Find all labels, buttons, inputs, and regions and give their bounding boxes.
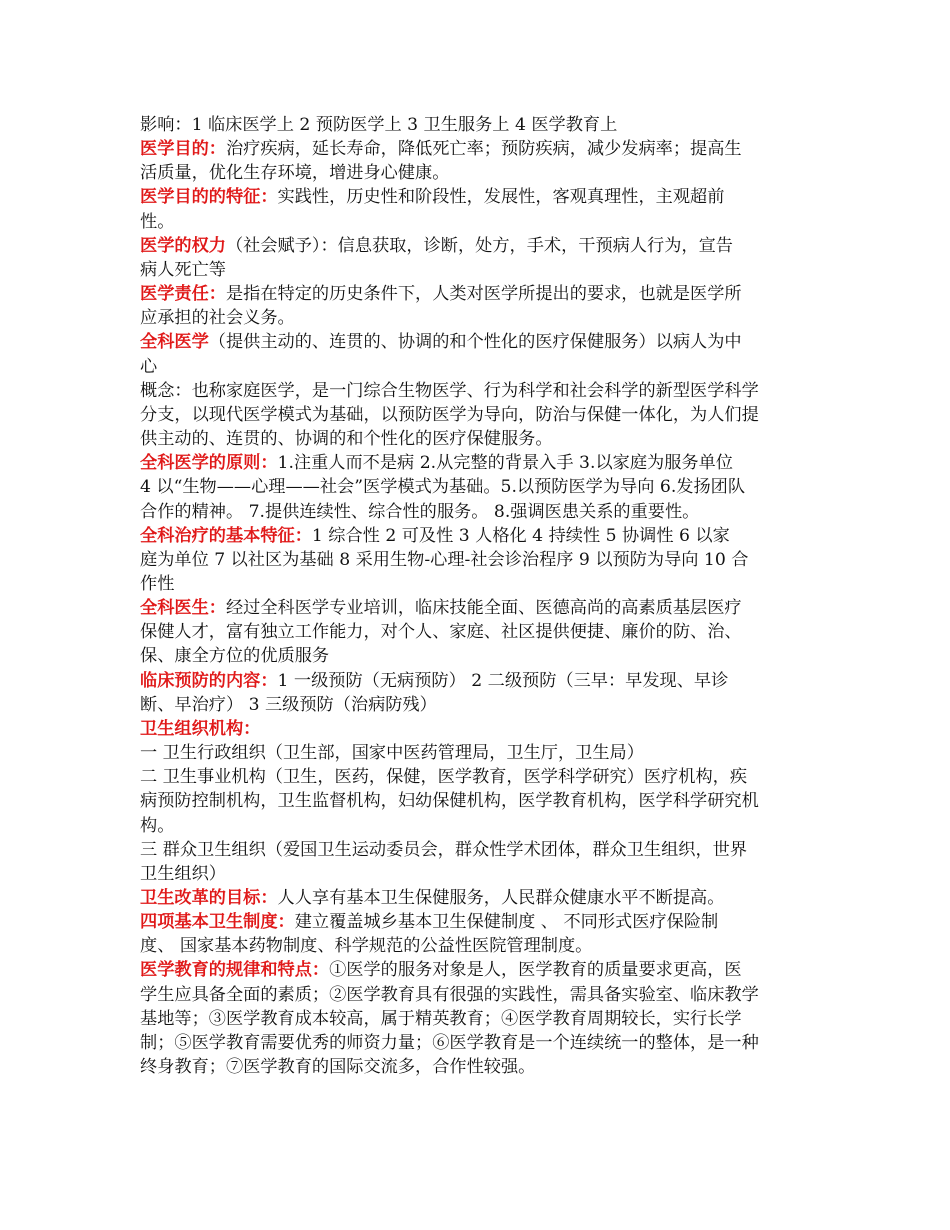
paragraph-line bbox=[140, 741, 816, 765]
line-text: 庭为单位 7 以社区为基础 8 采用生物-心理-社会诊治程序 9 以预防为导向 10 合 bbox=[140, 549, 749, 570]
line-text: 分支，以现代医学模式为基础，以预防医学为导向，防治与保健一体化，为人们提 bbox=[140, 404, 759, 425]
paragraph-line bbox=[140, 306, 816, 330]
paragraph bbox=[140, 379, 816, 451]
paragraph bbox=[140, 282, 816, 330]
paragraph-line bbox=[140, 137, 816, 161]
line-text: 供主动的、连贯的、协调的和个性化的医疗保健服务。 bbox=[140, 429, 553, 450]
line-text: （提供主动的、连贯的、协调的和个性化的医疗保健服务）以病人为中 bbox=[208, 332, 742, 353]
paragraph-line bbox=[140, 379, 816, 403]
paragraph-line bbox=[140, 958, 816, 982]
line-text: 一 卫生行政组织（卫生部，国家中医药管理局，卫生厅，卫生局） bbox=[140, 743, 644, 764]
section-term: 全科医生： bbox=[140, 598, 226, 619]
line-text: 概念：也称家庭医学，是一门综合生物医学、行为科学和社会科学的新型医学科学 bbox=[140, 380, 759, 401]
paragraph bbox=[140, 958, 816, 1079]
line-text: 二 卫生事业机构（卫生，医药，保健，医学教育，医学科学研究）医疗机构，疾 bbox=[140, 767, 748, 788]
paragraph-line bbox=[140, 693, 816, 717]
line-text: 1.注重人而不是病 2.从完整的背景入手 3.以家庭为服务单位 bbox=[277, 453, 733, 474]
paragraph-line bbox=[140, 451, 816, 475]
section-term: 全科医学 bbox=[140, 332, 209, 353]
paragraph-line bbox=[140, 814, 816, 838]
paragraph-line bbox=[140, 234, 816, 258]
paragraph-line bbox=[140, 475, 816, 499]
paragraph-line bbox=[140, 1055, 816, 1079]
section-term: 全科治疗的基本特征： bbox=[140, 525, 312, 546]
paragraph bbox=[140, 910, 816, 958]
line-text: 心 bbox=[140, 356, 158, 377]
section-term: 四项基本卫生制度： bbox=[140, 912, 295, 933]
line-text: 制；⑤医学教育需要优秀的师资力量；⑥医学教育是一个连续统一的整体，是一种 bbox=[140, 1032, 759, 1053]
line-text: 度、 国家基本药物制度、科学规范的公益性医院管理制度。 bbox=[140, 936, 593, 957]
line-text: 性。 bbox=[140, 211, 175, 232]
paragraph-line bbox=[140, 355, 816, 379]
line-text: 是指在特定的历史条件下，人类对医学所提出的要求，也就是医学所 bbox=[225, 284, 742, 305]
paragraph bbox=[140, 886, 816, 910]
line-text: 病预防控制机构，卫生监督机构，妇幼保健机构，医学教育机构，医学科学研究机 bbox=[140, 791, 759, 812]
section-term: 医学目的： bbox=[140, 139, 226, 160]
paragraph bbox=[140, 524, 816, 596]
section-term: 医学教育的规律和特点： bbox=[140, 960, 330, 981]
line-text: 保、康全方位的优质服务 bbox=[140, 646, 330, 667]
paragraph-line bbox=[140, 282, 816, 306]
line-text: 基地等；③医学教育成本较高，属于精英教育；④医学教育周期较长，实行长学 bbox=[140, 1008, 742, 1029]
line-text: 三 群众卫生组织（爱国卫生运动委员会，群众性学术团体，群众卫生组织，世界 bbox=[140, 839, 748, 860]
line-text: 4 以“生物——心理——社会”医学模式为基础。5.以预防医学为导向 6.发扬团队 bbox=[140, 477, 746, 498]
paragraph-line bbox=[140, 620, 816, 644]
line-text: 影响：1 临床医学上 2 预防医学上 3 卫生服务上 4 医学教育上 bbox=[140, 115, 618, 135]
paragraph-line bbox=[140, 765, 816, 789]
paragraph-line bbox=[140, 886, 816, 910]
section-term: 卫生组织机构： bbox=[140, 718, 261, 739]
line-text: 构。 bbox=[140, 815, 175, 836]
line-text: 作性 bbox=[140, 573, 175, 594]
line-text: 应承担的社会义务。 bbox=[140, 308, 295, 329]
paragraph-line bbox=[140, 330, 816, 354]
paragraph-line bbox=[140, 717, 816, 741]
paragraph-line bbox=[140, 1031, 816, 1055]
paragraph-line bbox=[140, 524, 816, 548]
paragraph-line bbox=[140, 572, 816, 596]
paragraph-line bbox=[140, 403, 816, 427]
paragraph-line bbox=[140, 500, 816, 524]
line-text: （社会赋予）：信息获取，诊断，处方，手术，干预病人行为，宣告 bbox=[225, 235, 733, 256]
line-text: 保健人才，富有独立工作能力，对个人、家庭、社区提供便捷、廉价的防、治、 bbox=[140, 622, 742, 643]
section-term: 临床预防的内容： bbox=[140, 670, 278, 691]
paragraph bbox=[140, 137, 816, 185]
line-text: 活质量，优化生存环境，增进身心健康。 bbox=[140, 163, 450, 184]
paragraph bbox=[140, 669, 816, 717]
paragraph-line bbox=[140, 1007, 816, 1031]
line-text: 病人死亡等 bbox=[140, 259, 226, 280]
paragraph-line bbox=[140, 185, 816, 209]
line-text: 学生应具备全面的素质；②医学教育具有很强的实践性，需具备实验室、临床教学 bbox=[140, 984, 759, 1005]
section-term: 医学责任： bbox=[140, 284, 226, 305]
paragraph bbox=[140, 451, 816, 523]
paragraph-line bbox=[140, 862, 816, 886]
paragraph-line bbox=[140, 838, 816, 862]
paragraph bbox=[140, 330, 816, 378]
line-text: ①医学的服务对象是人，医学教育的质量要求更高，医 bbox=[329, 960, 742, 981]
paragraph-line bbox=[140, 669, 816, 693]
line-text: 经过全科医学专业培训，临床技能全面、医德高尚的高素质基层医疗 bbox=[225, 598, 742, 619]
paragraph bbox=[140, 765, 816, 837]
paragraph-line bbox=[140, 427, 816, 451]
paragraph-line bbox=[140, 934, 816, 958]
paragraph-line bbox=[140, 983, 816, 1007]
line-text: 治疗疾病，延长寿命，降低死亡率；预防疾病，减少发病率；提高生 bbox=[225, 139, 742, 160]
line-text: 1 一级预防（无病预防） 2 二级预防（三早：早发现、早诊 bbox=[277, 670, 729, 691]
paragraph-line bbox=[140, 596, 816, 620]
line-text: 合作的精神。 7.提供连续性、综合性的服务。 8.强调医患关系的重要性。 bbox=[140, 501, 700, 522]
line-text: 卫生组织） bbox=[140, 863, 226, 884]
paragraph bbox=[140, 113, 816, 137]
paragraph bbox=[140, 741, 816, 765]
paragraph-line bbox=[140, 258, 816, 282]
line-text: 建立覆盖城乡基本卫生保健制度 、 不同形式医疗保险制 bbox=[294, 912, 719, 933]
line-text: 断、早治疗） 3 三级预防（治病防残） bbox=[140, 694, 437, 715]
section-term: 医学目的的特征： bbox=[140, 187, 278, 208]
paragraph-line bbox=[140, 548, 816, 572]
document-page bbox=[140, 113, 816, 1079]
paragraph-line bbox=[140, 210, 816, 234]
paragraph-line bbox=[140, 161, 816, 185]
paragraph-line bbox=[140, 113, 816, 137]
paragraph-line bbox=[140, 644, 816, 668]
section-term: 全科医学的原则： bbox=[140, 453, 278, 474]
section-term: 卫生改革的目标： bbox=[140, 888, 278, 908]
paragraph bbox=[140, 596, 816, 668]
paragraph-line bbox=[140, 789, 816, 813]
paragraph-line bbox=[140, 910, 816, 934]
paragraph bbox=[140, 185, 816, 233]
paragraph bbox=[140, 717, 816, 741]
line-text: 终身教育；⑦医学教育的国际交流多，合作性较强。 bbox=[140, 1057, 536, 1078]
line-text: 人人享有基本卫生保健服务，人民群众健康水平不断提高。 bbox=[277, 888, 725, 908]
paragraph bbox=[140, 838, 816, 886]
line-text: 1 综合性 2 可及性 3 人格化 4 持续性 5 协调性 6 以家 bbox=[311, 525, 730, 546]
line-text: 实践性，历史性和阶段性，发展性，客观真理性，主观超前 bbox=[277, 187, 725, 208]
paragraph bbox=[140, 234, 816, 282]
section-term: 医学的权力 bbox=[140, 235, 226, 256]
